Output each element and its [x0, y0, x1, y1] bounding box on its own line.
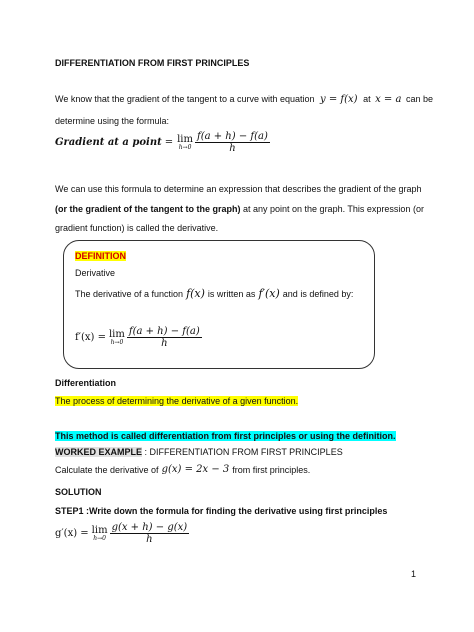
worked-example-title: : DIFFERENTIATION FROM FIRST PRINCIPLES — [142, 447, 343, 457]
fraction-denominator: h — [161, 338, 168, 349]
fraction-numerator: f(a + h) − f(a) — [197, 131, 268, 142]
difference-quotient — [110, 522, 190, 545]
page-title: DIFFERENTIATION FROM FIRST PRINCIPLES — [55, 58, 250, 68]
intro-can-be: can be — [405, 94, 433, 104]
formula-lhs: f′(x) = — [75, 332, 106, 343]
intro-line-1 — [55, 94, 433, 105]
lim-subscript: h→0 — [178, 143, 192, 151]
fraction-denominator: h — [146, 534, 153, 545]
paragraph-line-1: We can use this formula to determine an expression that describes the gradient of the graph — [55, 184, 422, 194]
lim-text: lim — [91, 524, 108, 536]
definition-term: Derivative — [75, 268, 116, 278]
limit-operator — [177, 135, 193, 151]
lim-text: lim — [108, 328, 125, 340]
paragraph-line-2 — [55, 204, 424, 214]
gradient-formula — [55, 131, 270, 154]
differentiation-definition: The process of determining the derivative of a given function. — [55, 396, 299, 406]
equation-y-fx: y = f(x) — [320, 94, 358, 105]
worked-example-heading — [55, 447, 343, 457]
derivative-fpx: f′(x) — [258, 287, 280, 300]
definition-text-post: and is defined by: — [282, 288, 354, 299]
step1-formula — [55, 522, 189, 545]
definition-heading: DEFINITION — [75, 251, 126, 261]
fraction-numerator: f(a + h) − f(a) — [128, 326, 200, 337]
solution-heading: SOLUTION — [55, 487, 102, 497]
task-text-post: from first principles. — [232, 464, 311, 475]
intro-text: We know that the gradient of the tangent to a curve with equation — [55, 94, 315, 104]
paragraph-bold-text: (or the gradient of the tangent to the graph) — [55, 204, 241, 214]
solution-step-1: STEP1 :Write down the formula for finding the derivative using first principles — [55, 506, 388, 516]
function-fx: f(x) — [186, 287, 205, 300]
task-equation: g(x) = 2x − 3 — [161, 464, 230, 475]
paragraph-rest-text: at any point on the graph. This expression (or — [240, 204, 424, 214]
difference-quotient — [127, 326, 202, 349]
gradient-label: Gradient at a point — [55, 137, 162, 148]
definition-text — [75, 287, 353, 300]
lim-text: lim — [177, 133, 193, 145]
definition-text-pre: The derivative of a function — [75, 288, 184, 299]
limit-operator — [109, 330, 125, 346]
task-text-pre: Calculate the derivative of — [55, 464, 159, 475]
equals-sign: = — [164, 137, 174, 148]
fraction-denominator: h — [229, 143, 236, 154]
difference-quotient — [195, 131, 270, 154]
definition-text-mid: is written as — [207, 288, 256, 299]
intro-line-2: determine using the formula: — [55, 116, 170, 126]
equation-x-a: x = a — [375, 94, 402, 105]
limit-operator — [92, 526, 108, 542]
paragraph-line-3: gradient function) is called the derivative. — [55, 223, 219, 233]
formula-lhs: g′(x) = — [55, 528, 89, 539]
method-note: This method is called differentiation from first principles or using the definition. — [55, 431, 396, 441]
derivative-definition-formula — [75, 326, 202, 349]
intro-at: at — [363, 94, 371, 104]
lim-subscript: h→0 — [93, 534, 106, 542]
worked-example-label: WORKED EXAMPLE — [55, 447, 143, 457]
fraction-numerator: g(x + h) − g(x) — [111, 522, 188, 533]
page-number: 1 — [411, 569, 417, 579]
worked-example-task — [55, 464, 310, 475]
differentiation-heading: Differentiation — [55, 378, 117, 388]
lim-subscript: h→0 — [110, 338, 124, 346]
